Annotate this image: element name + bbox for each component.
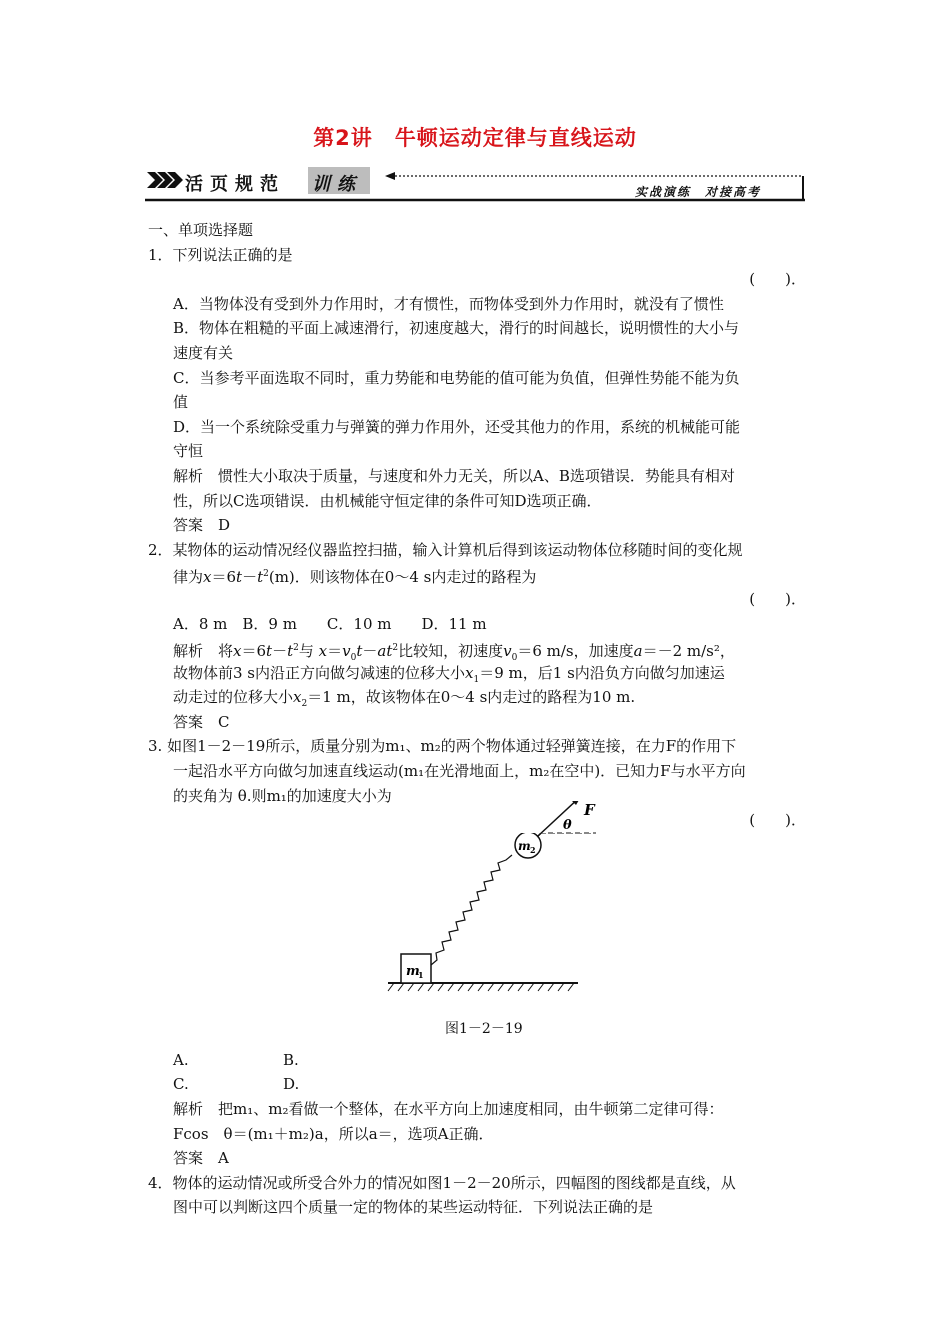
q3-answer: 答案 A	[173, 1149, 229, 1168]
q1-stem: 1．下列说法正确的是	[148, 245, 293, 264]
q2-analysis-1c: ＝6 m/s，加速度	[517, 642, 634, 661]
q2-stem-line1: 2．某物体的运动情况经仪器监控扫描，输入计算机后得到该运动物体位移随时间的变化规	[148, 540, 743, 559]
q1-option-c-line1: C．当参考平面选取不同时，重力势能和电势能的值可能为负值，但弹性势能不能为负	[173, 368, 740, 387]
q2-answer-paren: ( )．	[749, 589, 806, 608]
q2-analysis-line3: 动走过的位移大小$x_2=1$ m，故该物体在0～4 s内走过的路程为10 m.	[173, 688, 636, 710]
force-arrow-line	[538, 801, 580, 836]
q3-stem-line1: 3. 如图1－2－19所示，质量分别为m₁、m₂的两个物体通过轻弹簧连接，在力F的作用下	[148, 737, 737, 756]
q2-analysis-3a: 动走过的位移大小	[173, 688, 294, 707]
q2-analysis-2a: 故物体前3 s内沿正方向做匀减速的位移大小	[173, 663, 466, 682]
q2-options: A．8 m B．9 m C．10 m D．11 m	[173, 614, 487, 633]
q2-analysis-1a: 解析 将	[173, 642, 234, 661]
q2-analysis-2b: ＝9 m，后1 s内沿负方向做匀加速运	[479, 663, 725, 682]
q2-answer: 答案 C	[173, 712, 230, 731]
q1-option-a: A．当物体没有受到外力作用时，才有惯性，而物体受到外力作用时，就没有了惯性	[173, 294, 724, 313]
q2-analysis-3b: ＝1 m，故该物体在0～4 s内走过的路程为10 m.	[307, 688, 636, 707]
q3-options-row1	[148, 1048, 808, 1073]
mass-m2-label: m	[518, 838, 531, 853]
q2-analysis-line2: 故物体前3 s内沿正方向做匀减速的位移大小$x_1=9$ m，后1 s内沿负方向做匀加速运	[173, 663, 725, 685]
q3-options-row2	[148, 1072, 808, 1097]
mass-m1-subscript: 1	[418, 969, 424, 980]
q1-option-c-line2: 值	[173, 393, 189, 412]
q3-stem-line2: 一起沿水平方向做匀加速直线运动(m₁在光滑地面上，m₂在空中)．已知力F与水平方向	[173, 762, 746, 781]
q4-stem-line2: 图中可以判断这四个质量一定的物体的某些运动特征．下列说法正确的是	[173, 1198, 654, 1217]
q3-answer-paren: ( )．	[749, 811, 806, 830]
q2-stem-line2-b: (m)．则该物体在0～4 s内走过的路程为	[268, 568, 537, 587]
q1-option-b-line2: 速度有关	[173, 343, 234, 362]
q1-answer-paren: ( )．	[749, 270, 806, 289]
page-title: 第2讲 牛顿运动定律与直线运动	[313, 126, 637, 150]
banner-main-text: 活页规范	[185, 174, 285, 195]
q1-option-d-line2: 守恒	[173, 442, 204, 461]
q1-option-d-line1: D．当一个系统除受重力与弹簧的弹力作用外，还受其他力的作用，系统的机械能可能	[173, 417, 741, 436]
q2-analysis-1d: ＝－2 m/s²，	[642, 642, 735, 661]
mass-m1-label: m	[406, 963, 420, 979]
q3-option-a: A.	[173, 1050, 189, 1069]
q2-analysis-line1: 解析 将$x=6t-t^2$与 $x=v_0t-at^2$比较知，初速度$v_0=6$ m/s，加速度a＝－2 m/s²，	[173, 642, 735, 664]
q1-answer: 答案 D	[173, 516, 231, 535]
section-banner	[145, 166, 807, 206]
q3-stem-line3: 的夹角为 θ.则m₁的加速度大小为	[173, 786, 392, 805]
question-body	[148, 218, 808, 1220]
figure-caption: 图1－2－19	[445, 1020, 523, 1037]
ground-hatching	[388, 983, 574, 991]
q3-analysis-line1: 解析 把m₁、m₂看做一个整体，在水平方向上加速度相同，由牛顿第二定律可得：	[173, 1100, 724, 1119]
q2-formula: x	[203, 568, 212, 587]
figure-1-2-19	[148, 800, 808, 1048]
q2-stem-line2: 律为$x=6t-t^2(m)$．则该物体在0～4 s内走过的路程为	[173, 568, 537, 587]
angle-theta-label: θ	[563, 817, 572, 833]
spring	[431, 855, 512, 965]
q4-stem-line1: 4．物体的运动情况或所受合外力的情况如图1－2－20所示，四幅图的图线都是直线，从	[148, 1173, 736, 1192]
q1-option-b-line1: B．物体在粗糙的平面上减速滑行，初速度越大，滑行的时间越长，说明惯性的大小与	[173, 319, 740, 338]
q1-analysis-line2: 性，所以C选项错误．由机械能守恒定律的条件可知D选项正确．	[173, 491, 602, 510]
q3-option-b: B.	[283, 1050, 299, 1069]
banner-right-text: 实战演练 对接高考	[634, 185, 761, 199]
mass-m2-subscript: 2	[530, 844, 536, 855]
banner-highlight-text: 训练	[312, 174, 362, 195]
q2-stem-line2-a: 律为	[173, 568, 204, 587]
q2-analysis-1b: 比较知，初速度	[398, 642, 504, 661]
q3-analysis-line2: Fcos θ＝(m₁＋m₂)a，所以a＝，选项A正确．	[173, 1124, 494, 1143]
force-label: F	[584, 800, 595, 819]
q1-analysis-line1: 解析 惯性大小取决于质量，与速度和外力无关，所以A、B选项错误．势能具有相对	[173, 466, 735, 485]
section-heading: 一、单项选择题	[148, 221, 254, 239]
q3-option-d: D.	[283, 1075, 300, 1094]
force-overlay	[148, 801, 808, 871]
q3-option-c: C.	[173, 1075, 189, 1094]
